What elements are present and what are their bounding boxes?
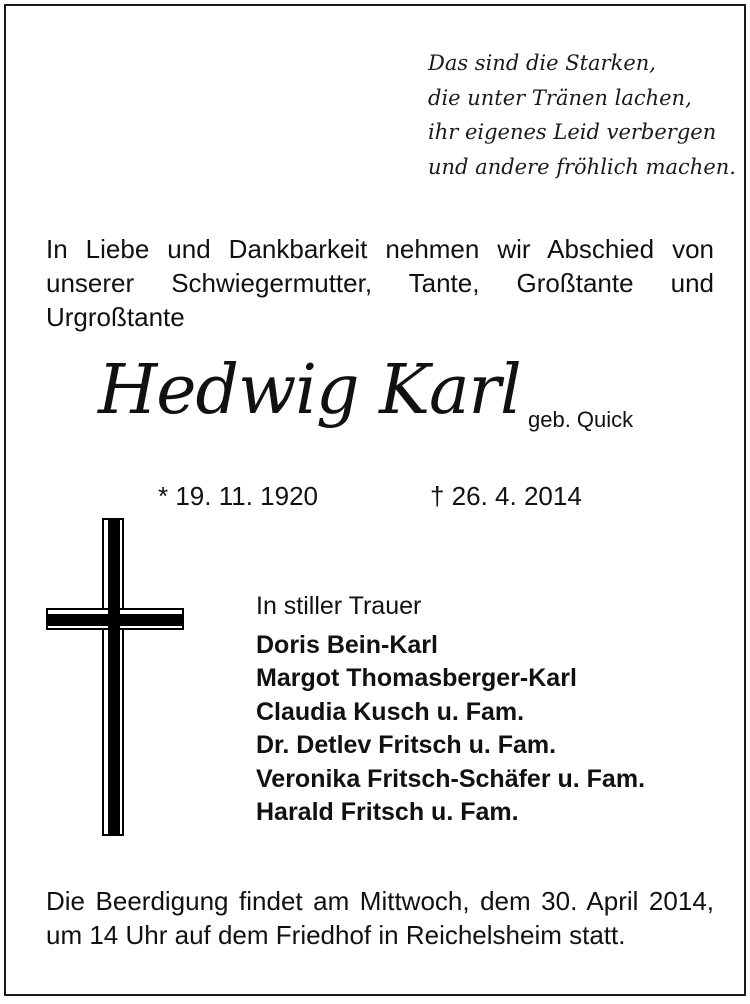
poem-line: ihr eigenes Leid verbergen	[428, 120, 717, 144]
funeral-notice: Die Beerdigung findet am Mittwoch, dem 30. April 2014, um 14 Uhr auf dem Friedhof in Reichelsheim statt.	[46, 886, 714, 950]
obituary-notice	[4, 4, 746, 996]
mourner-name: Veronika Fritsch-Schäfer u. Fam.	[256, 764, 646, 793]
mourner-name: Dr. Detlev Fritsch u. Fam.	[256, 731, 557, 760]
death-date: † 26. 4. 2014	[430, 481, 582, 511]
poem-line: die unter Tränen lachen,	[428, 85, 692, 110]
birth-date: * 19. 11. 1920	[158, 481, 318, 511]
poem-line: und andere fröhlich machen.	[428, 154, 736, 179]
cross-icon	[46, 518, 186, 838]
deceased-name: Hedwig Karl	[98, 351, 521, 430]
mourner-name: Doris Bein-Karl	[256, 631, 438, 659]
intro-text: In Liebe und Dankbarkeit nehmen wir Abschied von unserer Schwiegermutter, Tante, Großtante und Urgroßtante	[46, 234, 714, 332]
poem	[428, 46, 738, 184]
mourners-list	[256, 590, 726, 829]
maiden-name: geb. Quick	[528, 407, 634, 432]
mourners-heading: In stiller Trauer	[256, 592, 422, 620]
mourner-name: Claudia Kusch u. Fam.	[256, 697, 525, 726]
poem-line: Das sind die Starken,	[428, 51, 656, 75]
mourner-name: Harald Fritsch u. Fam.	[256, 798, 519, 827]
deceased-name-row	[98, 346, 738, 456]
mourner-name: Margot Thomasberger-Karl	[256, 664, 577, 693]
